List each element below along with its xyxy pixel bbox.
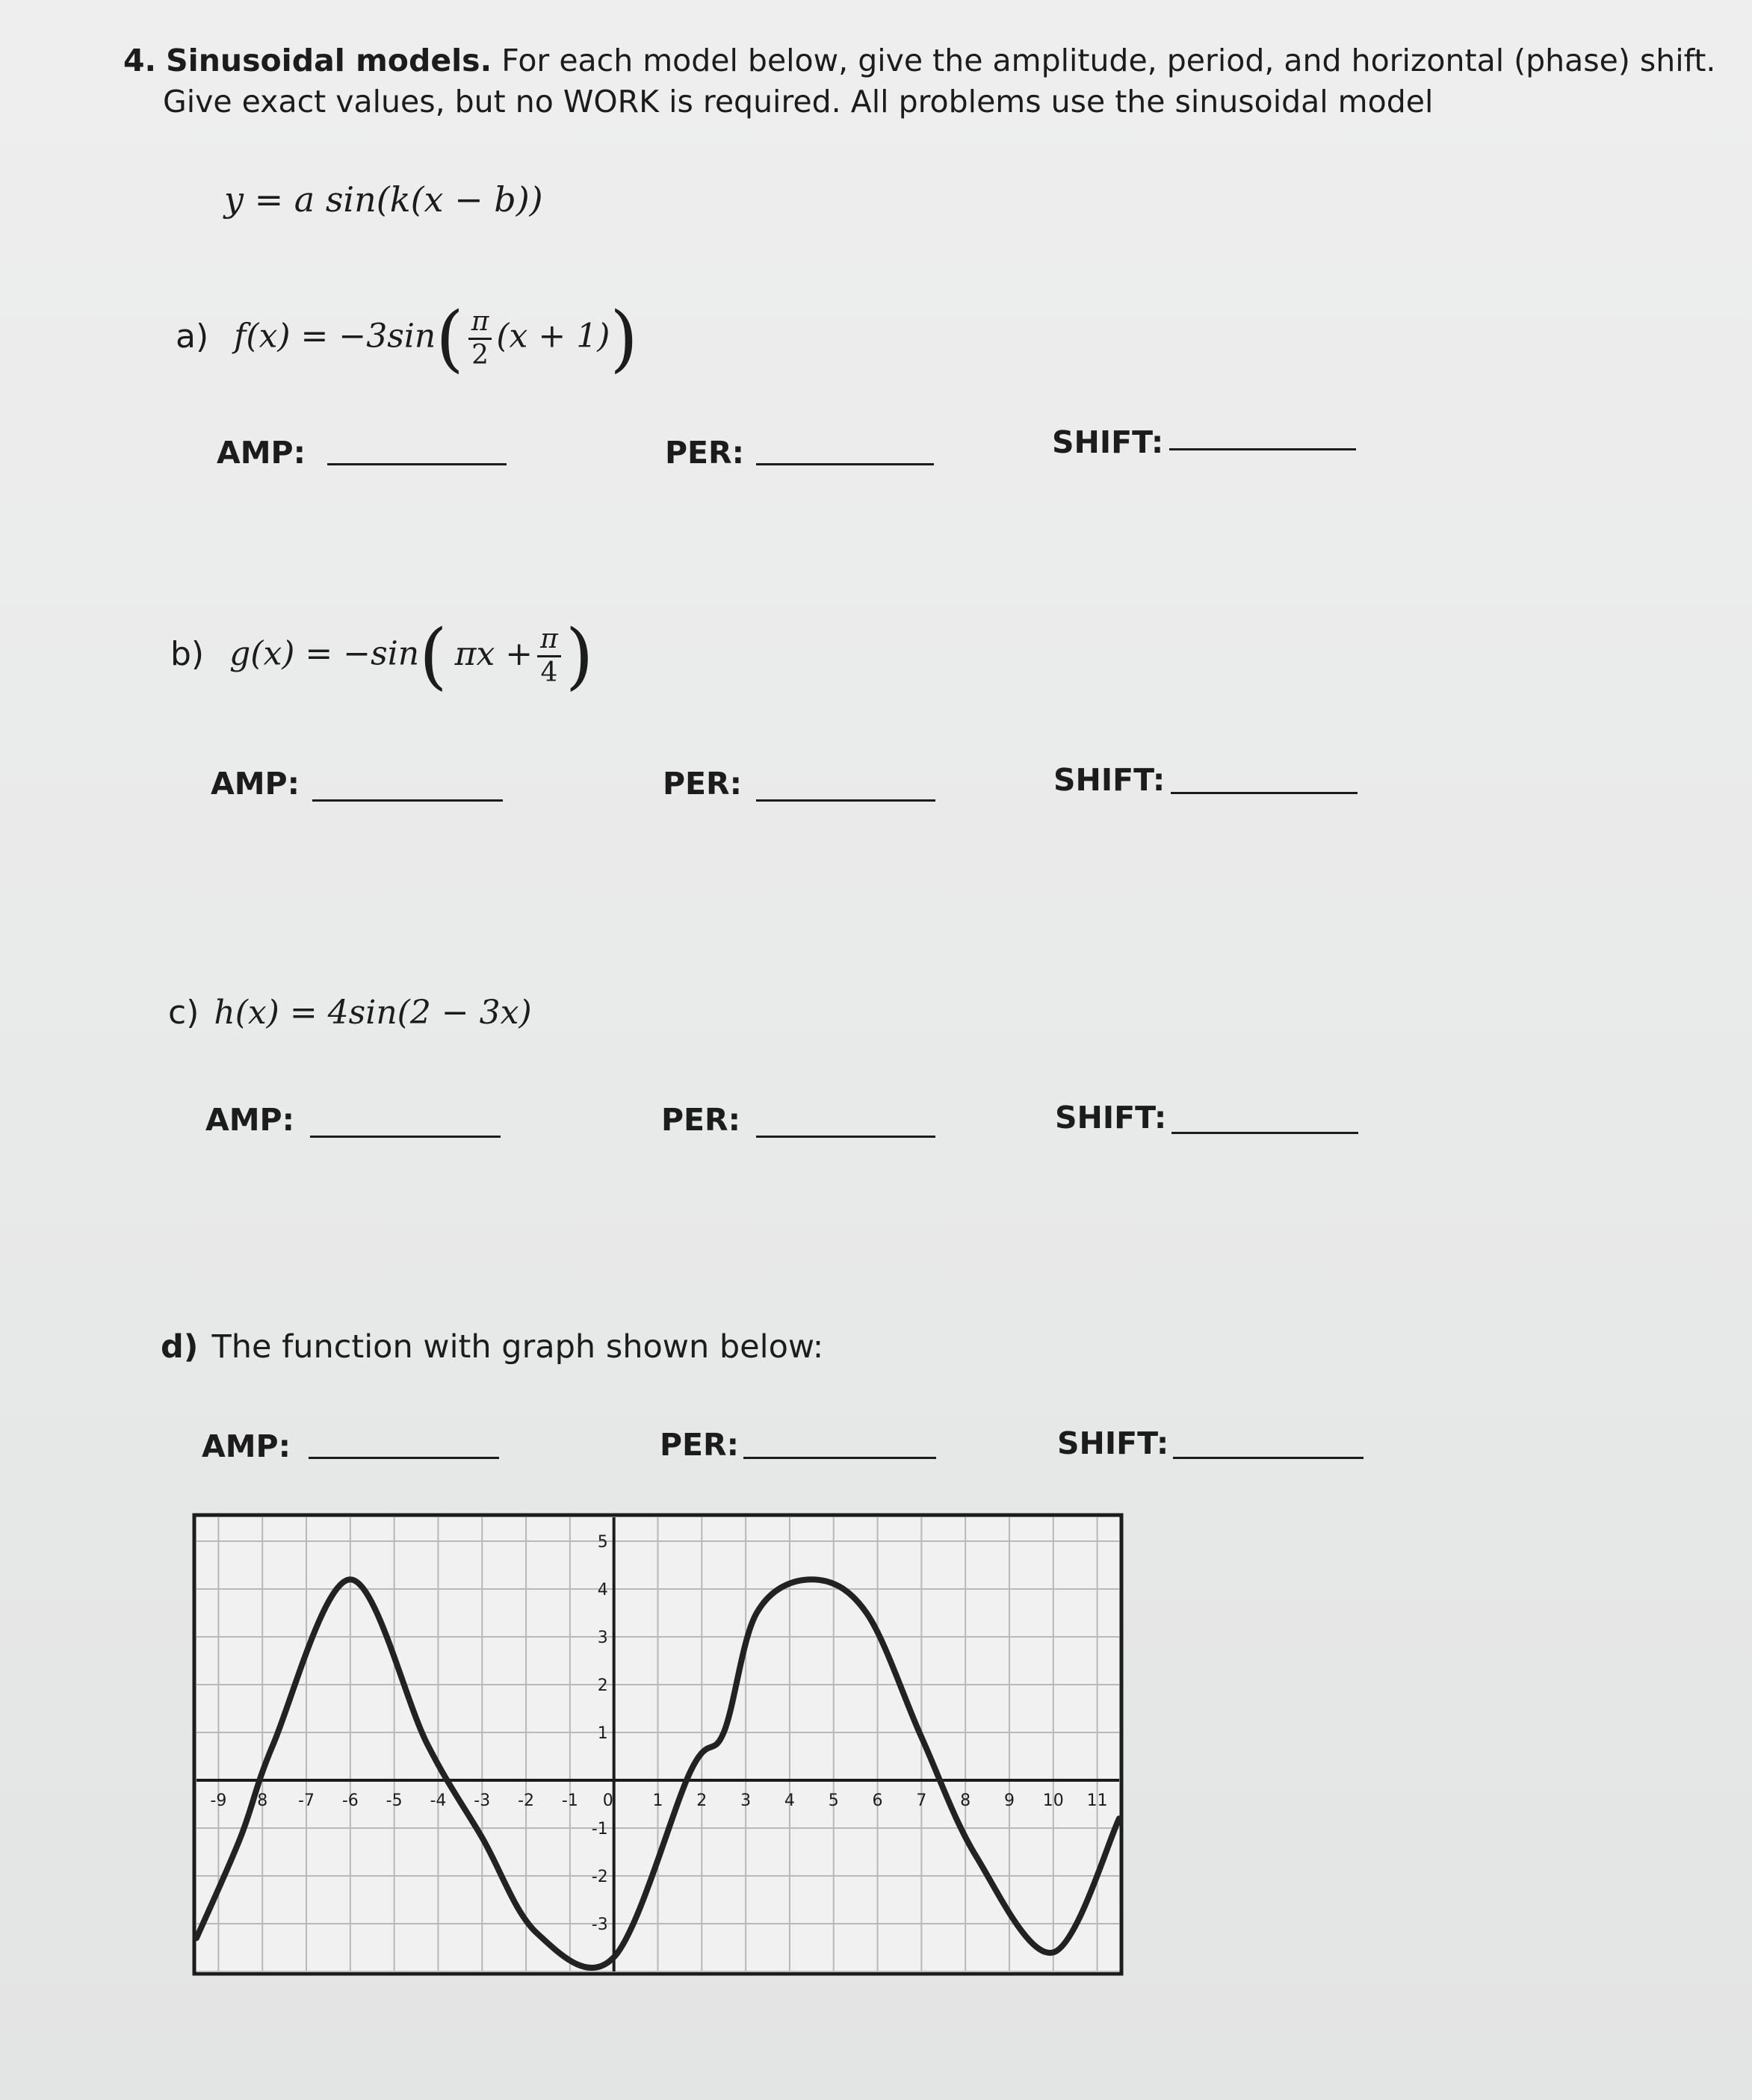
part-a-frac-num: π xyxy=(468,306,492,340)
x-tick-label: -5 xyxy=(386,1791,403,1810)
y-tick-label: 4 xyxy=(597,1581,608,1599)
part-a-fraction xyxy=(468,306,492,371)
part-a-lhs: f(x) = −3sin xyxy=(234,317,436,356)
x-tick-label: 3 xyxy=(740,1791,752,1810)
part-a-per-label: PER: xyxy=(665,435,745,471)
x-tick-label: 7 xyxy=(916,1791,927,1810)
x-tick-label: -9 xyxy=(210,1791,227,1810)
instructions-line-2: Give exact values, but no WORK is required. All problems use the sinusoidal model xyxy=(163,84,1434,120)
instructions-line-1: For each model below, give the amplitude, period, and horizontal (phase) shift. xyxy=(501,43,1716,78)
x-tick-label: 8 xyxy=(257,1791,268,1810)
part-d-per-label: PER: xyxy=(660,1427,740,1463)
part-d-text: The function with graph shown below: xyxy=(211,1328,824,1366)
part-c-per-blank[interactable] xyxy=(756,1136,935,1138)
part-a-shift-label: SHIFT: xyxy=(1052,424,1164,460)
part-b-per-blank[interactable] xyxy=(756,799,935,802)
x-tick-label: -3 xyxy=(474,1791,491,1810)
x-tick-label: 0 xyxy=(602,1791,613,1810)
x-tick-label: 4 xyxy=(784,1791,795,1810)
y-tick-label: -3 xyxy=(591,1915,608,1934)
problem-heading xyxy=(123,39,1715,82)
part-a-amp-label: AMP: xyxy=(217,435,306,471)
part-c-expression: h(x) = 4sin(2 − 3x) xyxy=(214,994,532,1032)
part-d-label: d) xyxy=(161,1328,199,1366)
part-a-equation: a) f(x) = −3sin( $\frac{\pi}{2}$ (x + 1)) xyxy=(176,297,638,380)
part-d-amp-label: AMP: xyxy=(202,1428,291,1464)
part-b-frac-num: π xyxy=(537,624,561,657)
part-b-shift-label: SHIFT: xyxy=(1053,762,1166,798)
part-b-label: b) xyxy=(170,634,205,673)
x-tick-label: 10 xyxy=(1042,1791,1064,1810)
model-equation: y = a sin(k(x − b)) xyxy=(224,179,543,220)
x-tick-label: 11 xyxy=(1086,1791,1108,1810)
x-tick-label: -1 xyxy=(561,1791,578,1810)
part-a-label: a) xyxy=(176,317,209,356)
y-tick-label: 3 xyxy=(597,1629,608,1647)
part-b-inner: πx + xyxy=(454,634,533,673)
part-a-shift-blank[interactable] xyxy=(1169,448,1356,450)
part-b-fraction xyxy=(537,624,561,689)
problem-number: 4. xyxy=(123,43,157,78)
x-tick-label: -7 xyxy=(298,1791,315,1810)
sinusoid-graph xyxy=(192,1513,1124,1976)
y-tick-label: 5 xyxy=(597,1533,608,1552)
part-c-amp-label: AMP: xyxy=(205,1102,294,1138)
part-c-amp-blank[interactable] xyxy=(310,1136,501,1138)
part-d-amp-blank[interactable] xyxy=(309,1457,499,1459)
x-tick-label: 5 xyxy=(828,1791,839,1810)
part-d-per-blank[interactable] xyxy=(743,1457,936,1459)
x-tick-label: 9 xyxy=(1003,1791,1015,1810)
part-a-per-blank[interactable] xyxy=(756,463,934,465)
x-tick-label: -2 xyxy=(518,1791,535,1810)
part-b-lhs: g(x) = −sin xyxy=(229,634,420,673)
y-tick-label: 2 xyxy=(597,1676,608,1695)
part-a-amp-blank[interactable] xyxy=(327,463,507,465)
part-b-amp-blank[interactable] xyxy=(312,799,503,802)
part-d-shift-blank[interactable] xyxy=(1173,1457,1363,1459)
y-tick-label: 1 xyxy=(597,1724,608,1743)
part-a-rest: (x + 1) xyxy=(496,317,610,356)
x-tick-label: -6 xyxy=(341,1791,359,1810)
part-c-per-label: PER: xyxy=(661,1102,741,1138)
part-b-amp-label: AMP: xyxy=(211,766,300,802)
part-b-per-label: PER: xyxy=(663,766,743,802)
x-tick-label: 1 xyxy=(652,1791,663,1810)
part-d-prompt xyxy=(161,1328,823,1366)
part-d-shift-label: SHIFT: xyxy=(1057,1425,1169,1461)
y-tick-label: -1 xyxy=(591,1820,608,1839)
problem-title: Sinusoidal models. xyxy=(166,43,492,78)
part-a-frac-den: 2 xyxy=(471,339,489,371)
x-tick-label: -4 xyxy=(430,1791,447,1810)
y-tick-label: -2 xyxy=(591,1868,608,1886)
part-b-shift-blank[interactable] xyxy=(1171,792,1358,794)
x-tick-label: 8 xyxy=(960,1791,971,1810)
x-tick-label: 2 xyxy=(696,1791,708,1810)
part-c-label: c) xyxy=(168,994,199,1032)
part-c-equation xyxy=(168,994,532,1032)
part-c-shift-label: SHIFT: xyxy=(1055,1100,1167,1136)
part-b-equation: b) g(x) = −sin( πx + $\frac{\pi}{4}$ ) xyxy=(170,614,594,698)
graph-svg xyxy=(192,1513,1124,1976)
part-b-frac-den: 4 xyxy=(540,657,558,688)
part-c-shift-blank[interactable] xyxy=(1171,1132,1358,1134)
x-tick-label: 6 xyxy=(872,1791,883,1810)
